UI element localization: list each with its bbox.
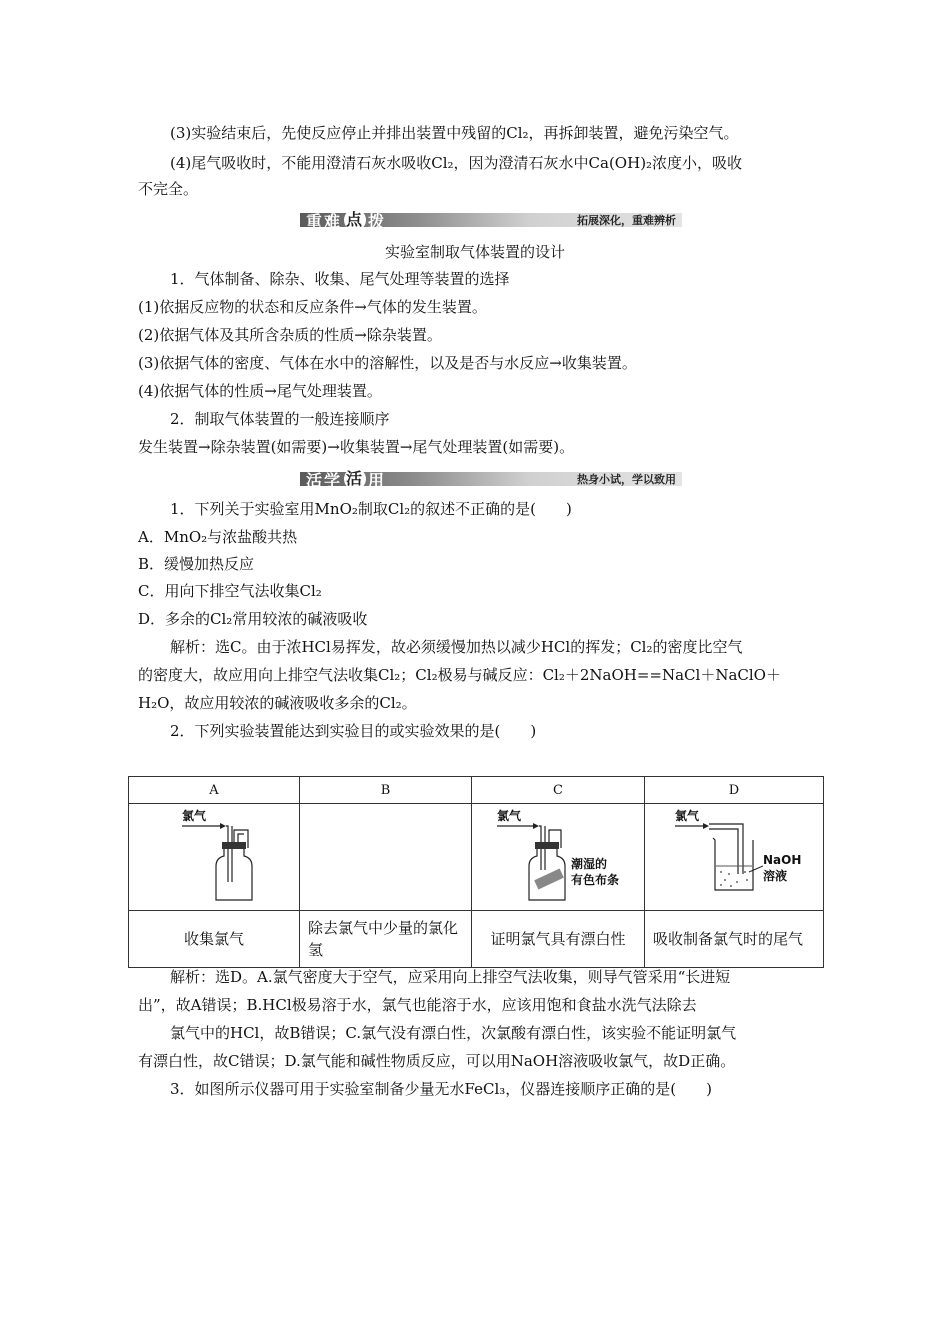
banner-key-points	[300, 208, 682, 232]
wet-cloth-bottle-illustration	[473, 804, 643, 906]
option-a: A．MnO₂与浓盐酸共热	[138, 528, 298, 546]
wet-label-1: 潮湿的	[571, 857, 608, 871]
list-item-3: (3)依据气体的密度、气体在水中的溶解性，以及是否与水反应→收集装置。	[138, 354, 637, 372]
table-header-row	[129, 777, 824, 804]
banner-title	[306, 467, 386, 491]
apparatus-a	[129, 804, 300, 911]
option-c: C．用向下排空气法收集Cl₂	[138, 582, 322, 600]
gas-label-d: 氯气	[675, 809, 700, 823]
gas-label-a: 氯气	[182, 809, 207, 823]
table-image-row	[129, 804, 824, 911]
apparatus-d	[645, 804, 824, 911]
q1-analysis-3: H₂O，故应用较浓的碱液吸收多余的Cl₂。	[138, 694, 417, 712]
q2-analysis-3: 氯气中的HCl，故B错误；C.氯气没有漂白性，次氯酸有漂白性，该实验不能证明氯气	[170, 1024, 737, 1042]
gas-label-c: 氯气	[497, 809, 522, 823]
header-b: B	[300, 777, 472, 804]
apparatus-b	[300, 804, 472, 911]
banner-subtitle: 拓展深化，重难辨析	[577, 214, 676, 227]
naoh-beaker-illustration	[645, 804, 823, 906]
paragraph-3: (3)实验结束后，先使反应停止并排出装置中残留的Cl₂，再拆卸装置，避免污染空气。	[170, 124, 739, 142]
banner-title	[306, 208, 386, 232]
naoh-label-2: 溶液	[763, 869, 788, 883]
header-c: C	[472, 777, 645, 804]
paragraph-4-cont: 不完全。	[138, 180, 199, 198]
table-caption-row	[129, 911, 824, 968]
apparatus-table	[128, 776, 824, 968]
banner-title-b: 拨	[368, 211, 387, 231]
caption-b: 除去氯气中少量的氯化氢	[300, 911, 472, 968]
header-a: A	[129, 777, 300, 804]
connection-sequence: 发生装置→除杂装置(如需要)→收集装置→尾气处理装置(如需要)。	[138, 438, 575, 456]
banner-title-circle: 活	[346, 469, 365, 488]
section-heading-1: 1．气体制备、除杂、收集、尾气处理等装置的选择	[170, 270, 510, 288]
q2-analysis-4: 有漂白性，故C错误；D.氯气能和碱性物质反应，可以用NaOH溶液吸收氯气，故D正确。	[138, 1052, 736, 1070]
caption-d: 吸收制备氯气时的尾气	[645, 911, 824, 968]
question-3-stem: 3．如图所示仪器可用于实验室制备少量无水FeCl₃，仪器连接顺序正确的是( )	[170, 1080, 713, 1098]
q2-analysis-1: 解析：选D。A.氯气密度大于空气，应采用向上排空气法收集，则导气管采用“长进短	[170, 968, 731, 986]
banner-subtitle: 热身小试，学以致用	[577, 473, 676, 486]
option-b: B．缓慢加热反应	[138, 555, 255, 573]
wet-label-2: 有色布条	[571, 873, 620, 887]
banner-title-a: 重难	[306, 211, 343, 231]
header-d: D	[645, 777, 824, 804]
option-d: D．多余的Cl₂常用较浓的碱液吸收	[138, 610, 368, 628]
list-item-2: (2)依据气体及其所含杂质的性质→除杂装置。	[138, 326, 442, 344]
banner-title-circle: 点	[346, 210, 365, 229]
gas-bottle-a-illustration	[130, 804, 298, 906]
banner-title-b: 用	[368, 470, 387, 490]
caption-a: 收集氯气	[129, 911, 300, 968]
list-item-1: (1)依据反应物的状态和反应条件→气体的发生装置。	[138, 298, 487, 316]
paragraph-4: (4)尾气吸收时，不能用澄清石灰水吸收Cl₂，因为澄清石灰水中Ca(OH)₂浓度小，吸收	[170, 154, 743, 172]
question-2-stem: 2．下列实验装置能达到实验目的或实验效果的是( )	[170, 722, 537, 740]
list-item-4: (4)依据气体的性质→尾气处理装置。	[138, 382, 382, 400]
section-title: 实验室制取气体装置的设计	[384, 243, 565, 261]
q1-analysis-1: 解析：选C。由于浓HCl易挥发，故必须缓慢加热以减少HCl的挥发；Cl₂的密度比空气	[170, 638, 743, 656]
banner-practice	[300, 467, 682, 491]
banner-title-a: 活学	[306, 470, 343, 490]
q2-analysis-2: 出”，故A错误；B.HCl极易溶于水，氯气也能溶于水，应该用饱和食盐水洗气法除去	[138, 996, 697, 1014]
q1-analysis-2: 的密度大，故应用向上排空气法收集Cl₂；Cl₂极易与碱反应：Cl₂＋2NaOH==NaCl＋NaClO＋	[138, 666, 781, 684]
naoh-label-1: NaOH	[763, 853, 802, 867]
apparatus-c	[472, 804, 645, 911]
question-1-stem: 1．下列关于实验室用MnO₂制取Cl₂的叙述不正确的是( )	[170, 500, 572, 518]
section-heading-2: 2．制取气体装置的一般连接顺序	[170, 410, 390, 428]
caption-c: 证明氯气具有漂白性	[472, 911, 645, 968]
